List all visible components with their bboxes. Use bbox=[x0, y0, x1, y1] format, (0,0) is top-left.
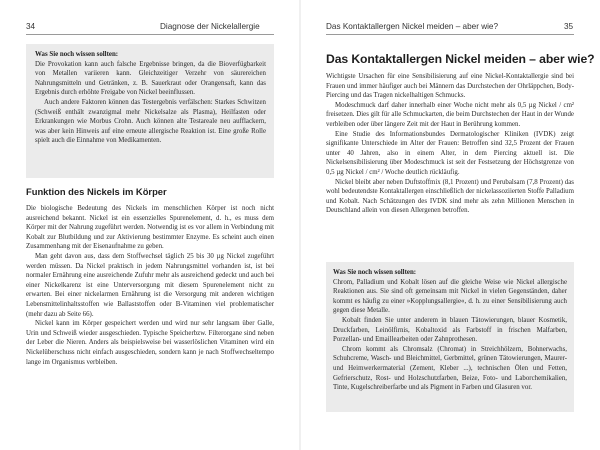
body-paragraph: Nickel bleibt aber neben Duftstoffmix (8,1 Prozent) und Perubalsam (7,8 Prozent) das wohl bedeutendste Kontaktallergen einschließlich der nickelassoziierten Stoffe Palladium und Kobalt. Nach Schätzungen des IVDK sind mehr als zehn Millionen Menschen in Deutschland allein von diesen Allergenen betroffen. bbox=[326, 178, 574, 215]
body-paragraph: Eine Studie des Informationsbundes Dermatologischer Kliniken (IVDK) zeigt signifikante Unterschiede im Alter der Frauen: Betroffen sind 32,5 Prozent der Frauen unter 40 Jahren, also in einem Alter, in dem Piercing aktuell ist. Die Nickelsensibilisierung über Modeschmuck ist seit der Festsetzung der Höchstgrenze von 0,5 µg Nickel / cm² / Woche deutlich rückläufig. bbox=[326, 130, 574, 176]
body-text bbox=[326, 72, 574, 216]
info-box bbox=[26, 44, 274, 178]
page-number: 35 bbox=[564, 22, 574, 31]
body-paragraph: Die biologische Bedeutung des Nickels im menschlichen Körper ist noch nicht ausreichend bekannt. Nickel ist ein essenzielles Spurenelement, d. h., es muss dem Körper mit der Nahrung zugeführt werden. Notwendig ist es vor allem in Verbindung mit Kobalt zur Blutbildung und zur Aktivierung bestimmter Enzyme. Es scheint auch einen Zusammenhang mit der Eisenaufnahme zu geben. bbox=[26, 205, 274, 251]
running-head: Das Kontaktallergen Nickel meiden – aber wie? bbox=[326, 22, 499, 31]
header-rule bbox=[26, 34, 274, 35]
info-box-paragraph: Chrom kommt als Chromsalz (Chromat) in Streichhölzern, Bohnerwachs, Schuhcreme, Wasch- und Bleichmittel, Gerbmittel, grünen Tätowierungen, Maurer- und Heimwerkermaterial (Zement, Kleber ...), technischen Ölen und Fetten, Gefrierschutz, Rost- und Holzschutzfarben, Beize, Foto- und Laborchemikalien, Tinte, Kugelschreiberfarbe und als Pigment in Farben und Glasuren vor. bbox=[333, 345, 567, 392]
info-box-paragraph: Auch andere Faktoren können das Testergebnis verfälschen: Starkes Schwitzen (Schweiß enthält zwanzigmal mehr Nickelsalze als Plasma), Heilfasten oder Erkrankungen wie Morbus Crohn. Auch können alte Testareale neu aufflackern, was aber kein Hinweis auf eine erneute allergische Reaktion ist. Eine große Rolle spielt auch die Einnahme von Medikamenten. bbox=[35, 98, 266, 145]
page-number: 34 bbox=[26, 22, 36, 31]
body-paragraph: Modeschmuck darf daher innerhalb einer Woche nicht mehr als 0,5 µg Nickel / cm² freisetzen. Dies gilt für alle Schmuckarten, die beim Durchstechen der Haut in der Wunde verbleiben oder über längere Zeit mit der Haut in Berührung kommen. bbox=[326, 101, 574, 128]
body-paragraph: Nickel kann im Körper gespeichert werden und wird nur sehr langsam über Galle, Urin und Schweiß wieder ausgeschieden. Typische Speicherbzw. Filterorgane sind neben der Leber die Nieren. Anders als beispielsweise bei wasserlöslichen Vitaminen wird ein Nickelüberschuss nicht einfach ausgeschieden, sondern kann je nach Stoffwechseltempo lange im Organismus verbleiben. bbox=[26, 320, 274, 366]
running-head: Diagnose der Nickelallergie bbox=[160, 22, 260, 31]
info-box-paragraph: Die Provokation kann auch falsche Ergebnisse bringen, da die Bioverfügbarkeit von Metallen variieren kann. Gleichzeitiger Verzehr von säurereichen Nahrungsmitteln und Getränken, z. B. Sauerkraut oder Orangensaft, kann das Ergebnis durch erhöhte Freigabe von Nickel beeinflussen. bbox=[35, 60, 266, 97]
info-box-heading: Was Sie noch wissen sollten: bbox=[35, 51, 119, 58]
section-title: Funktion des Nickels im Körper bbox=[26, 186, 167, 197]
header-rule bbox=[326, 34, 574, 35]
info-box bbox=[326, 262, 574, 412]
info-box-heading: Was Sie noch wissen sollten: bbox=[333, 269, 417, 276]
body-paragraph: Man geht davon aus, dass dem Stoffwechsel täglich 25 bis 30 µg Nickel zugeführt werden müssen. Da Nickel praktisch in jedem Nahrungsmittel vorhanden ist, ist bei normaler Ernährung eine ausreichende Zufuhr mehr als ausreichend gedeckt und auch bei einer Nickelkarenz ist eine Unterversorgung mit diesem Spurenelement nicht zu erwarten. Bei einer nickelarmen Ernährung ist die Versorgung mit anderen wichtigen Lebensmittelinhaltsstoffen wie Ballaststoffen oder B-Vitaminen viel problematischer (mehr dazu ab Seite 66). bbox=[26, 252, 274, 318]
info-box-paragraph: Chrom, Palladium und Kobalt lösen auf die gleiche Weise wie Nickel allergische Reaktionen aus. Sie sind oft gemeinsam mit Nickel in vielen Gegenständen, daher kommt es häufig zu einer »Kopplungsallergie«, d. h. zu einer Sensibilisierung auch gegen diese Metalle. bbox=[333, 278, 567, 315]
body-paragraph: Wichtigste Ursachen für eine Sensibilisierung auf eine Nickel-Kontaktallergie sind bei Frauen und immer häufiger auch bei Männern das Durchstechen der Ohrläppchen, Body-Piercing und das Tragen nickelhaltigen Schmucks. bbox=[326, 73, 574, 100]
right-page bbox=[300, 0, 600, 450]
info-box-paragraph: Kobalt finden Sie unter anderem in blauen Tätowierungen, blauer Kosmetik, Druckfarben, Leinölfirnis, Kobaltoxid als Farbstoff in frischen Malfarben, Porzellan- und Emaillearbeiten oder Zahnprothesen. bbox=[333, 316, 567, 344]
body-text bbox=[26, 204, 274, 367]
chapter-title: Das Kontaktallergen Nickel meiden – aber wie? bbox=[326, 52, 595, 66]
